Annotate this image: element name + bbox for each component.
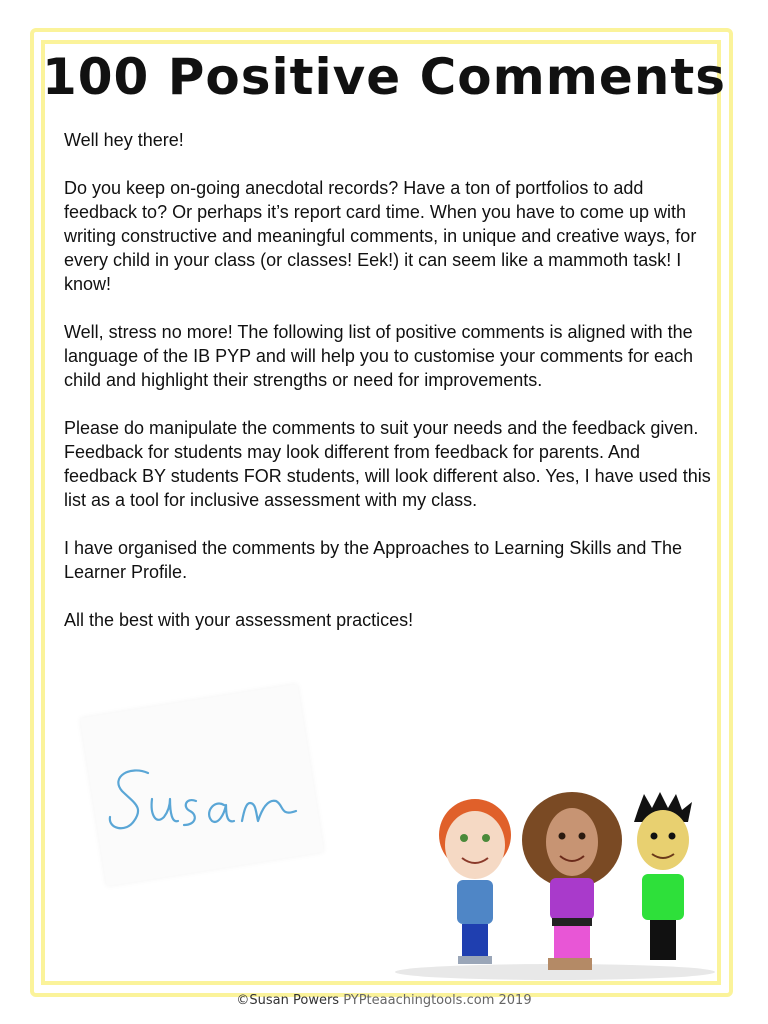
- footer-credit: [0, 993, 768, 1008]
- paragraph-problem: Do you keep on-going anecdotal records? Have a ton of portfolios to add feedback to? Or perhaps it’s report card time. When you have to come up with writing constructive and meaningful comments, in unique and creative ways, for every child in your class (or classes! Eek!) it can seem like a mammoth task! I know!: [64, 178, 697, 294]
- paragraph-organisation: I have organised the comments by the Approaches to Learning Skills and The Learner Profile.: [64, 538, 683, 582]
- child-boy-spiky: [634, 792, 692, 960]
- children-illustration: [380, 780, 720, 980]
- year-text: 2019: [498, 993, 532, 1008]
- paragraph-usage: Please do manipulate the comments to suit your needs and the feedback given. Feedback for students may look different from feedback for parents. And feedback BY students FOR students, will look different also. Yes, I have used this list as a tool for inclusive assessment with my class.: [64, 418, 711, 510]
- child-girl-curly: [522, 792, 622, 970]
- handwritten-signature: [100, 755, 310, 845]
- website-text: PYPteaachingtools.com: [343, 993, 495, 1008]
- page-title: 100 Positive Comments: [41, 48, 727, 106]
- child-boy-redhead: [439, 799, 511, 964]
- copyright-text: ©Susan Powers: [236, 993, 340, 1008]
- paragraph-greeting: Well hey there!: [64, 130, 184, 150]
- paragraph-solution: Well, stress no more! The following list of positive comments is aligned with the language of the IB PYP and will help you to customise your comments for each child and highlight their strengths or need for improvements.: [64, 322, 694, 390]
- paragraph-closing: All the best with your assessment practices!: [64, 610, 414, 630]
- intro-text: [64, 128, 714, 656]
